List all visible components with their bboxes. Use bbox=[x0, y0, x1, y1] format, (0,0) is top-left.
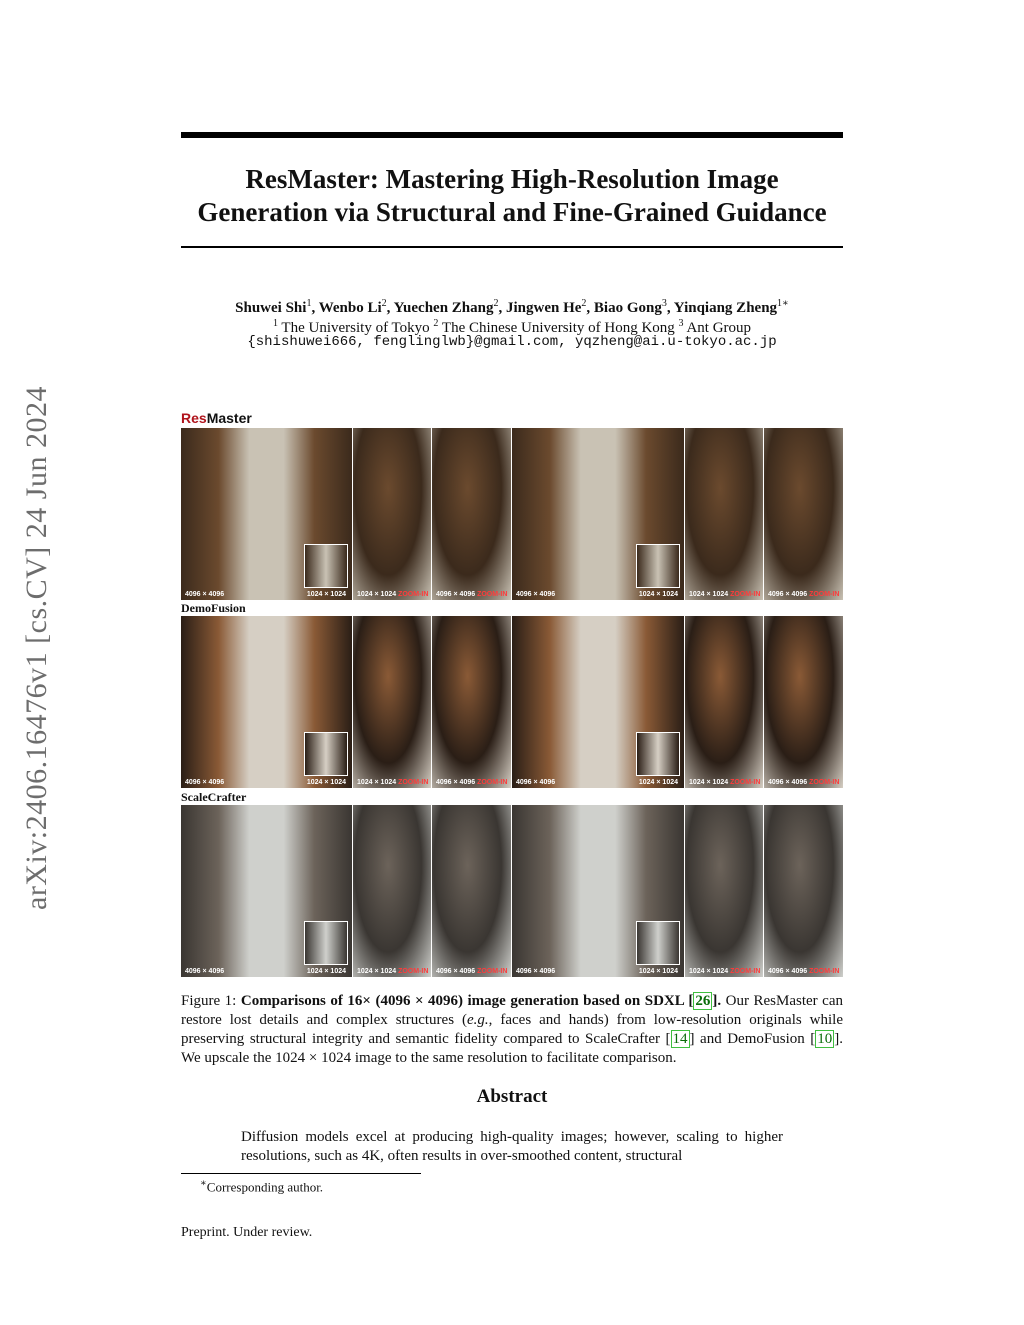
citation-link[interactable]: 26 bbox=[695, 993, 711, 1009]
figure-image-panel bbox=[764, 428, 843, 600]
figure-image-panel bbox=[432, 428, 511, 600]
panel-caption: 4096 × 4096 ZOOM-IN bbox=[768, 591, 840, 598]
arxiv-stamp: arXiv:2406.16476v1 [cs.CV] 24 Jun 2024 bbox=[20, 386, 53, 910]
figure-image-panel bbox=[181, 805, 352, 977]
author-emails: {shishuwei666, fenglinglwb}@gmail.com, yqzheng@ai.u-tokyo.ac.jp bbox=[247, 334, 777, 350]
figure-image-panel bbox=[685, 616, 763, 788]
row-label-scalecrafter: ScaleCrafter bbox=[181, 790, 247, 804]
inset-caption: 1024 × 1024 bbox=[638, 779, 678, 786]
zoom-inset bbox=[636, 544, 680, 588]
author-name: Yuechen Zhang bbox=[393, 300, 494, 316]
caption-bold: Comparisons of 16× (4096 × 4096) image generation based on SDXL [ bbox=[240, 993, 694, 1009]
figure-image-panel bbox=[764, 805, 843, 977]
author-name: Yinqiang Zheng bbox=[673, 300, 778, 316]
figure-image-panel bbox=[685, 428, 763, 600]
author-list: Shuwei Shi$^1$, Wenbo Li$^2$, Yuechen Zhang$^2$, Jingwen He$^2$, Biao Gong$^3$, Yinqiang Zheng$^{1∗}$ bbox=[235, 298, 789, 316]
author-name: Shuwei Shi bbox=[235, 300, 307, 316]
citation-link[interactable]: 14 bbox=[672, 1031, 688, 1047]
title-bottom-rule bbox=[181, 246, 843, 248]
footnote-rule bbox=[181, 1173, 421, 1174]
panel-caption: 1024 × 1024 ZOOM-IN bbox=[357, 591, 429, 598]
caption-bold-end: ]. bbox=[712, 993, 722, 1009]
paper-title bbox=[181, 163, 843, 229]
caption-text: ]. We upscale the 1024 × 1024 image to the same resolution to facilitate comparison. bbox=[181, 1031, 844, 1066]
affiliation: The Chinese University of Hong Kong bbox=[438, 320, 679, 336]
abstract-heading: Abstract bbox=[476, 1086, 548, 1107]
panel-caption: 1024 × 1024 ZOOM-IN bbox=[357, 968, 429, 975]
abstract-text: Diffusion models excel at producing high-quality images; however, scaling to higher resolutions, such as 4K, often results in over-smoothed content, structural bbox=[241, 1129, 783, 1164]
panel-caption: 4096 × 4096 bbox=[516, 779, 556, 786]
author-name: Jingwen He bbox=[505, 300, 582, 316]
caption-text: Our ResMaster can restore lost details and complex structures ( bbox=[181, 993, 843, 1028]
panel-caption: 4096 × 4096 ZOOM-IN bbox=[436, 779, 508, 786]
panel-caption: 4096 × 4096 ZOOM-IN bbox=[436, 968, 508, 975]
inset-caption: 1024 × 1024 bbox=[306, 591, 346, 598]
panel-caption: 1024 × 1024 ZOOM-IN bbox=[357, 779, 429, 786]
inset-caption: 1024 × 1024 bbox=[638, 968, 678, 975]
inset-caption: 1024 × 1024 bbox=[306, 779, 346, 786]
row-label-demofusion: DemoFusion bbox=[181, 601, 246, 615]
panel-caption: 4096 × 4096 bbox=[516, 968, 556, 975]
figure-row-resmaster bbox=[181, 428, 843, 600]
figure-image-panel bbox=[512, 805, 684, 977]
affiliation: The University of Tokyo bbox=[277, 320, 434, 336]
zoom-inset bbox=[636, 732, 680, 776]
footnote: ∗Corresponding author. bbox=[200, 1178, 324, 1195]
title-line-1: ResMaster: Mastering High-Resolution Image bbox=[245, 164, 779, 194]
figure-image-panel bbox=[512, 428, 684, 600]
figure-image-panel bbox=[353, 428, 431, 600]
figure-image-panel bbox=[764, 616, 843, 788]
figure-image-panel bbox=[181, 616, 352, 788]
caption-text: , faces and hands) from low-resolution originals while preserving structural integrity and semantic fidelity compared to ScaleCrafter [ bbox=[181, 1012, 843, 1047]
panel-caption: 4096 × 4096 ZOOM-IN bbox=[768, 968, 840, 975]
panel-caption: 4096 × 4096 bbox=[516, 591, 556, 598]
figure-image-panel bbox=[353, 805, 431, 977]
figure-image-panel bbox=[181, 428, 352, 600]
zoom-inset bbox=[304, 921, 348, 965]
figure-image-panel bbox=[432, 616, 511, 788]
panel-caption: 4096 × 4096 bbox=[185, 779, 225, 786]
affiliation: Ant Group bbox=[683, 320, 752, 336]
inset-caption: 1024 × 1024 bbox=[638, 591, 678, 598]
panel-caption: 4096 × 4096 ZOOM-IN bbox=[768, 779, 840, 786]
inset-caption: 1024 × 1024 bbox=[306, 968, 346, 975]
zoom-inset bbox=[304, 544, 348, 588]
affiliations: $^1$ The University of Tokyo $^2$ The Chinese University of Hong Kong $^3$ Ant Group bbox=[272, 318, 752, 336]
author-name: Biao Gong bbox=[593, 300, 662, 316]
zoom-inset bbox=[304, 732, 348, 776]
citation-link[interactable]: 10 bbox=[817, 1031, 833, 1047]
figure-image-panel bbox=[512, 616, 684, 788]
figure-image-panel bbox=[685, 805, 763, 977]
figure-image-panel bbox=[353, 616, 431, 788]
figure-image-panel bbox=[432, 805, 511, 977]
panel-caption: 4096 × 4096 ZOOM-IN bbox=[436, 591, 508, 598]
title-top-rule bbox=[181, 132, 843, 138]
panel-caption: 4096 × 4096 bbox=[185, 968, 225, 975]
panel-caption: 4096 × 4096 bbox=[185, 591, 225, 598]
caption-eg: e.g. bbox=[466, 1012, 489, 1028]
panel-caption: 1024 × 1024 ZOOM-IN bbox=[689, 779, 761, 786]
figure-row-demofusion bbox=[181, 616, 843, 788]
zoom-inset bbox=[636, 921, 680, 965]
preprint-note: Preprint. Under review. bbox=[181, 1225, 313, 1240]
resmaster-logo: ResMaster bbox=[181, 410, 252, 426]
caption-label: Figure 1: bbox=[181, 993, 237, 1009]
panel-caption: 1024 × 1024 ZOOM-IN bbox=[689, 968, 761, 975]
figure-caption bbox=[181, 992, 843, 1068]
figure-row-scalecrafter bbox=[181, 805, 843, 977]
title-line-2: Generation via Structural and Fine-Grained Guidance bbox=[197, 197, 827, 227]
caption-text: ] and DemoFusion [ bbox=[689, 1031, 816, 1047]
panel-caption: 1024 × 1024 ZOOM-IN bbox=[689, 591, 761, 598]
author-name: Wenbo Li bbox=[318, 300, 382, 316]
